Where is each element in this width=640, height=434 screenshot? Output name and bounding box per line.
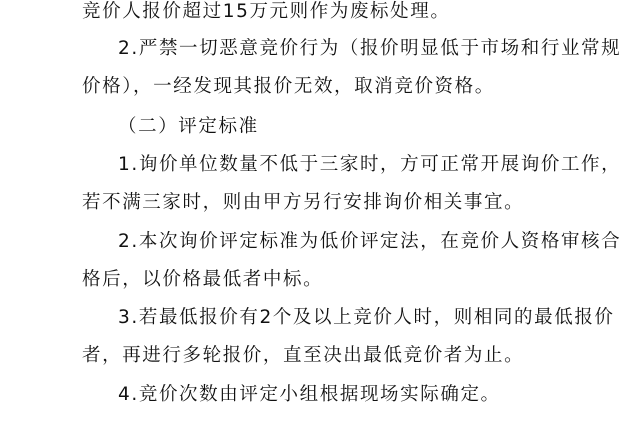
- paragraph-line: 4.竞价次数由评定小组根据现场实际确定。: [118, 384, 501, 405]
- paragraph-line: 2.本次询价评定标准为低价评定法，在竞价人资格审核合: [118, 231, 622, 252]
- paragraph-line: 若不满三家时，则由甲方另行安排询价相关事宜。: [82, 192, 525, 213]
- paragraph-line: 格后，以价格最低者中标。: [82, 269, 324, 290]
- paragraph-line: 者，再进行多轮报价，直至决出最低竞价者为止。: [82, 345, 525, 366]
- paragraph-line: 1.询价单位数量不低于三家时，方可正常开展询价工作，: [118, 154, 622, 175]
- paragraph-line: 3.若最低报价有2个及以上竞价人时，则相同的最低报价: [118, 307, 615, 328]
- paragraph-line: 竞价人报价超过15万元则作为废标处理。: [82, 1, 451, 22]
- section-heading: （二）评定标准: [118, 116, 259, 137]
- paragraph-line: 价格），一经发现其报价无效，取消竞价资格。: [82, 76, 495, 97]
- paragraph-line: 2.严禁一切恶意竞价行为（报价明显低于市场和行业常规: [118, 38, 622, 59]
